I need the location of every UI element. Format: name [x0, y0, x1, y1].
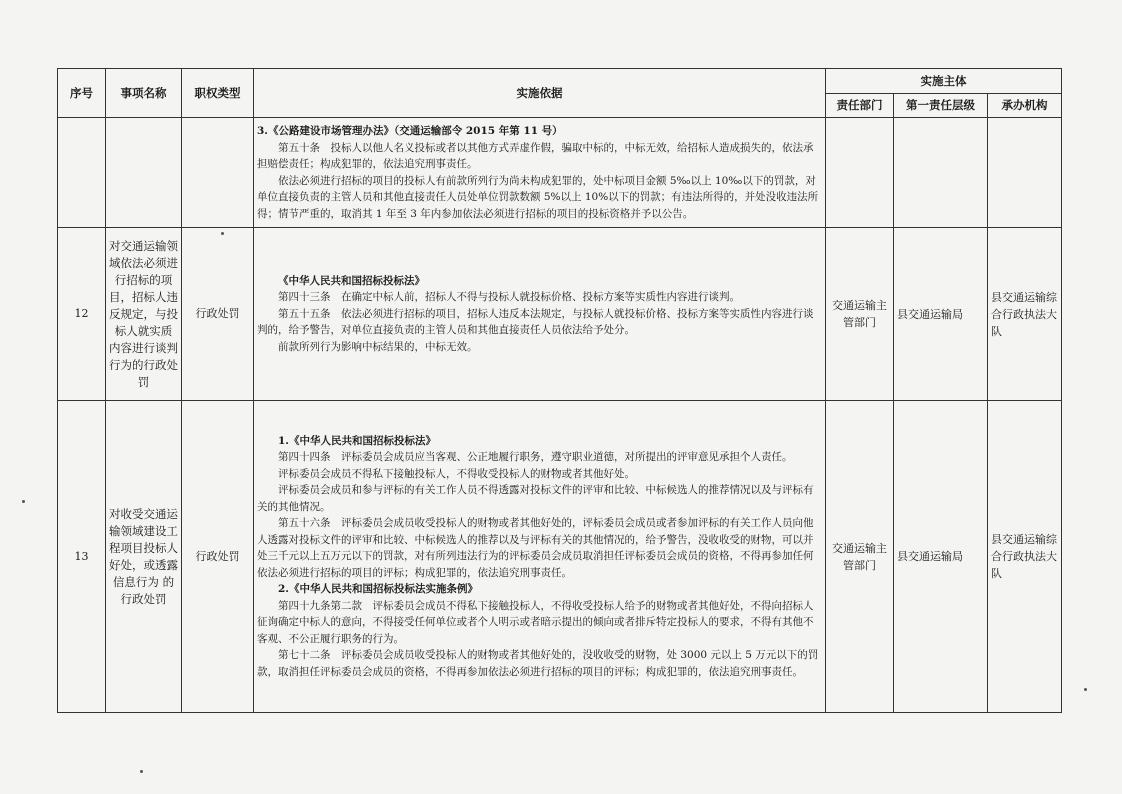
seq-cell: 13: [58, 401, 106, 713]
power-type-cell: [182, 118, 254, 228]
item-name-cell: 对收受交通运输领域建设工程项目投标人好处，或透露信息行为 的行政处罚: [106, 401, 182, 713]
agency-cell: 县交通运输综合行政执法大队: [988, 228, 1062, 401]
basis-cell: [254, 228, 826, 401]
basis-cell: [254, 118, 826, 228]
basis-paragraph: 评标委员会成员不得私下接触投标人，不得收受投标人的财物或者其他好处。: [278, 467, 635, 480]
header-seq: 序号: [58, 69, 106, 118]
scan-speck: [1084, 688, 1087, 691]
dept-cell: 交通运输主管部门: [826, 401, 894, 713]
basis-heading: 1.《中华人民共和国招标投标法》: [278, 434, 436, 447]
item-name-cell: [106, 118, 182, 228]
basis-paragraph: 第四十九条第二款 评标委员会成员不得私下接触投标人，不得收受投标人给予的财物或者其他好处，不得向招标人征询确定中标人的意向，不得接受任何单位或者个人明示或者暗示提出的倾向或者排斥特定投标人的要求，不得有其他不客观、不公正履行职务的行为。: [257, 599, 814, 645]
header-dept: 责任部门: [826, 94, 894, 118]
basis-paragraph: 第七十二条 评标委员会成员收受投标人的财物或者其他好处的，没收收受的财物，处 3000 元以上 5 万元以下的罚款，取消担任评标委员会成员的资格，不得再参加依法必须进行招标的项目的评标；构成犯罪的，依法追究刑事责任。: [257, 649, 819, 678]
table-row: [58, 401, 1062, 713]
table-row: [58, 118, 1062, 228]
item-name-cell: 对交通运输领域依法必须进行招标的项目，招标人违反规定，与投标人就实质 内容进行谈判行为的行政处罚: [106, 228, 182, 401]
header-subject: 实施主体: [826, 69, 1062, 94]
power-type-cell: 行政处罚: [182, 401, 254, 713]
seq-cell: 12: [58, 228, 106, 401]
power-type-cell: 行政处罚: [182, 228, 254, 401]
basis-cell: [254, 401, 826, 713]
header-agency: 承办机构: [988, 94, 1062, 118]
basis-paragraph: 依法必须进行招标的项目的投标人有前款所列行为尚未构成犯罪的，处中标项目金额 5‰以上 10‰以下的罚款，对单位直接负责的主管人员和其他直接责任人员处单位罚款数额 5%以上 10%以下的罚款；有违法所得的，并处没收违法所得；情节严重的，取消其 1 年至 3 年内参加依法必须进行招标的项目的投标资格并予以公告。: [257, 174, 819, 220]
basis-paragraph: 第五十条 投标人以他人名义投标或者以其他方式弄虚作假，骗取中标的，中标无效，给招标人造成损失的，依法承担赔偿责任；构成犯罪的，依法追究刑事责任。: [257, 141, 814, 170]
dept-cell: 交通运输主管部门: [826, 228, 894, 401]
powers-table: [57, 68, 1062, 713]
basis-heading: 2.《中华人民共和国招标投标法实施条例》: [278, 583, 478, 596]
seq-cell: [58, 118, 106, 228]
table-row: [58, 228, 1062, 401]
level-cell: [894, 118, 988, 228]
level-cell: 县交通运输局: [894, 401, 988, 713]
basis-paragraph: 第四十四条 评标委员会成员应当客观、公正地履行职务，遵守职业道德，对所提出的评审意见承担个人责任。: [278, 451, 793, 464]
scan-speck: [22, 500, 25, 503]
header-power-type: 职权类型: [182, 69, 254, 118]
header-item-name: 事项名称: [106, 69, 182, 118]
header-basis: 实施依据: [254, 69, 826, 118]
basis-paragraph: 第四十三条 在确定中标人前，招标人不得与投标人就投标价格、投标方案等实质性内容进行谈判。: [278, 291, 740, 304]
dept-cell: [826, 118, 894, 228]
level-cell: 县交通运输局: [894, 228, 988, 401]
basis-paragraph: 第五十六条 评标委员会成员收受投标人的财物或者其他好处的，评标委员会成员或者参加评标的有关工作人员向他人透露对投标文件的评审和比较、中标候选人的推荐以及与评标有关的其他情况的，给予警告，没收收受的财物，可以并处三千元以上五万元以下的罚款，对有所列违法行为的评标委员会成员取消担任评标委员会成员的资格，不得再参加任何依法必须进行招标的项目的评标；构成犯罪的，依法追究刑事责任。: [257, 517, 814, 579]
agency-cell: 县交通运输综合行政执法大队: [988, 401, 1062, 713]
basis-paragraph: 评标委员会成员和参与评标的有关工作人员不得透露对投标文件的评审和比较、中标候选人的推荐情况以及与评标有关的其他情况。: [257, 484, 814, 513]
scan-speck: [140, 770, 143, 773]
basis-paragraph: 第五十五条 依法必须进行招标的项目，招标人违反本法规定，与投标人就投标价格、投标方案等实质性内容进行谈判的，给予警告，对单位直接负责的主管人员和其他直接责任人员依法给予处分。: [257, 307, 814, 337]
basis-heading: 《中华人民共和国招标投标法》: [278, 274, 425, 287]
header-level: 第一责任层级: [894, 94, 988, 118]
basis-heading: 3.《公路建设市场管理办法》（交通运输部令 2015 年第 11 号）: [257, 125, 563, 137]
agency-cell: [988, 118, 1062, 228]
basis-paragraph: 前款所列行为影响中标结果的，中标无效。: [278, 340, 478, 353]
